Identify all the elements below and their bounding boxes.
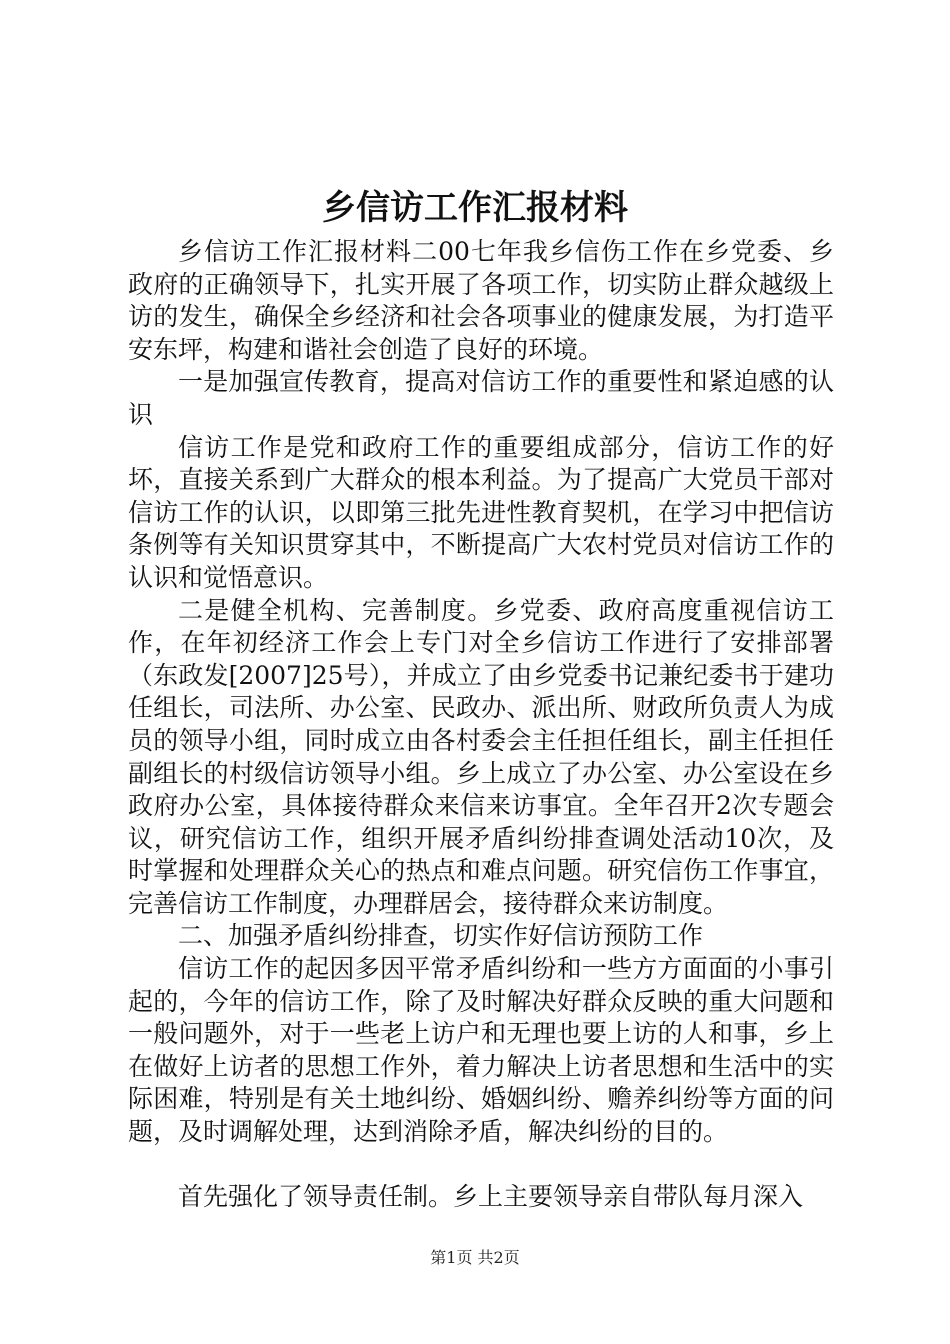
paragraph-heading-1: 一是加强宣传教育，提高对信访工作的重要性和紧迫感的认识 <box>128 367 834 429</box>
paragraph-6: 首先强化了领导责任制。乡上主要领导亲自带队每月深入 <box>178 1181 804 1211</box>
paragraph-intro: 乡信访工作汇报材料二00七年我乡信伤工作在乡党委、乡政府的正确领导下，扎实开展了各项工作，切实防止群众越级上访的发生，确保全乡经济和社会各项事业的健康发展，为打造平安东坪，构建和谐社会创造了良好的环境。 <box>128 237 834 364</box>
document-title: 乡信访工作汇报材料 <box>322 188 628 228</box>
paragraph-heading-2: 二、加强矛盾纠纷排查，切实作好信访预防工作 <box>178 921 704 951</box>
document-body <box>128 236 834 1213</box>
paragraph-2: 信访工作是党和政府工作的重要组成部分，信访工作的好坏，直接关系到广大群众的根本利益。为了提高广大党员干部对信访工作的认识，以即第三批先进性教育契机，在学习中把信访条例等有关知识贯穿其中，不断提高广大农村党员对信访工作的认识和觉悟意识。 <box>128 432 834 592</box>
page-footer: 第1页 共2页 <box>430 1248 520 1267</box>
paragraph-3: 二是健全机构、完善制度。乡党委、政府高度重视信访工作，在年初经济工作会上专门对全乡信访工作进行了安排部署（东政发[2007]25号），并成立了由乡党委书记兼纪委书于建功任组长，司法所、办公室、民政办、派出所、财政所负责人为成员的领导小组，同时成立由各村委会主任担任组长，副主任担任副组长的村级信访领导小组。乡上成立了办公室、办公室设在乡政府办公室，具体接待群众来信来访事宜。全年召开2次专题会议，研究信访工作，组织开展矛盾纠纷排查调处活动10次，及时掌握和处理群众关心的热点和难点问题。研究信伤工作事宜，完善信访工作制度，办理群居会，接待群众来访制度。 <box>128 595 834 918</box>
paragraph-5: 信访工作的起因多因平常矛盾纠纷和一些方方面面的小事引起的，今年的信访工作，除了及时解决好群众反映的重大问题和一般问题外，对于一些老上访户和无理也要上访的人和事，乡上在做好上访者的思想工作外，着力解决上访者思想和生活中的实际困难，特别是有关土地纠纷、婚姻纠纷、赡养纠纷等方面的问题，及时调解处理，达到消除矛盾，解决纠纷的目的。 <box>128 954 834 1147</box>
